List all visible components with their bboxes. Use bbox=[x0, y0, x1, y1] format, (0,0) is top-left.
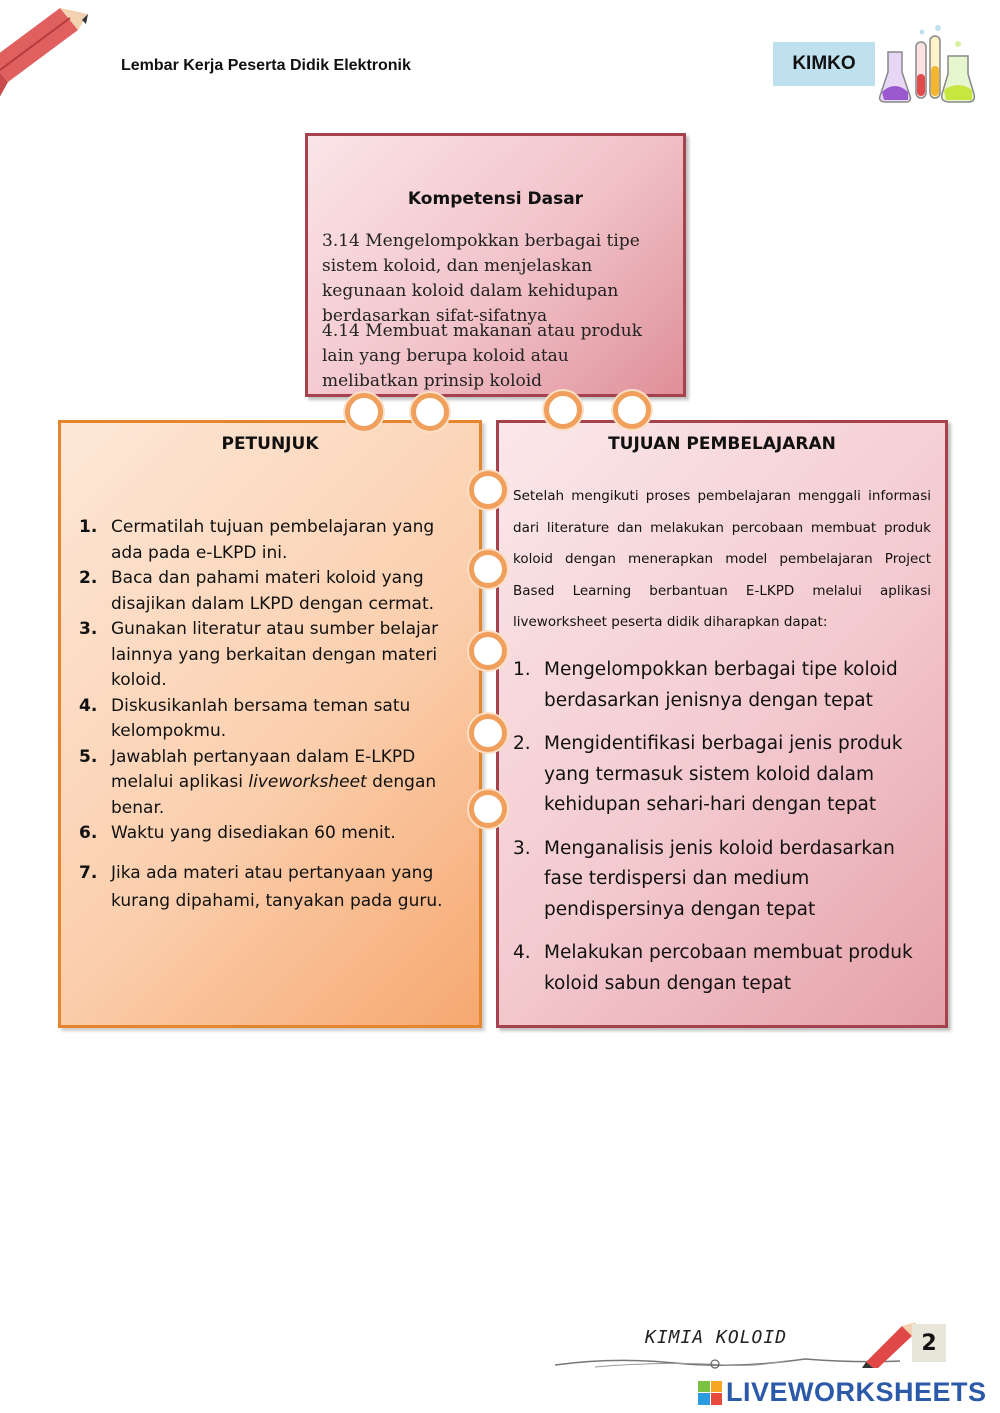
ring-connector-icon bbox=[345, 393, 383, 431]
petunjuk-list bbox=[79, 515, 469, 915]
page-number: 2 bbox=[912, 1324, 946, 1362]
decorative-swash bbox=[555, 1345, 905, 1375]
pencil-icon bbox=[0, 0, 100, 110]
kompetensi-item-2: 4.14 Membuat makanan atau produk lain yang berupa koloid atau melibatkan prinsip koloid bbox=[322, 321, 643, 391]
kompetensi-dasar-box bbox=[305, 133, 686, 397]
petunjuk-box bbox=[58, 420, 482, 1028]
document-title: Lembar Kerja Peserta Didik Elektronik bbox=[121, 57, 411, 74]
list-item: 1. Mengelompokkan berbagai tipe koloid berdasarkan jenisnya dengan tepat bbox=[513, 659, 898, 711]
tujuan-intro: Setelah mengikuti proses pembelajaran menggali informasi dari literature dan melakukan percobaan membuat produk koloid dengan menerapkan model pembelajaran Project Based Learning berbantuan E-LKPD melalui aplikasi liveworksheet peserta didik diharapkan dapat: bbox=[513, 488, 931, 630]
ring-connector-icon bbox=[613, 391, 651, 429]
list-item: 2. Baca dan pahami materi koloid yang disajikan dalam LKPD dengan cermat. bbox=[79, 568, 435, 614]
ring-connector-icon bbox=[469, 632, 507, 670]
liveworksheets-logo-icon bbox=[698, 1381, 722, 1405]
tujuan-pembelajaran-box bbox=[496, 420, 948, 1028]
kompetensi-item-1: 3.14 Mengelompokkan berbagai tipe sistem koloid, dan menjelaskan kegunaan koloid dalam kehidupan berdasarkan sifat-sifatnya bbox=[322, 231, 640, 326]
list-item: 7. Jika ada materi atau pertanyaan yang kurang dipahami, tanyakan pada guru. bbox=[79, 862, 443, 911]
ring-connector-icon bbox=[469, 550, 507, 588]
petunjuk-title: PETUNJUK bbox=[221, 434, 319, 454]
tujuan-list bbox=[513, 655, 935, 1012]
ring-connector-icon bbox=[411, 393, 449, 431]
list-item: 6. Waktu yang disediakan 60 menit. bbox=[79, 823, 396, 843]
tujuan-title: TUJUAN PEMBELAJARAN bbox=[608, 434, 836, 454]
list-item: 2. Mengidentifikasi berbagai jenis produk yang termasuk sistem koloid dalam kehidupan sehari-hari dengan tepat bbox=[513, 733, 903, 815]
liveworksheets-brand: LIVEWORKSHEETS bbox=[726, 1377, 987, 1407]
ring-connector-icon bbox=[469, 790, 507, 828]
footer-title: KIMIA KOLOID bbox=[645, 1327, 788, 1348]
ring-connector-icon bbox=[469, 471, 507, 509]
kimko-badge: KIMKO bbox=[773, 42, 875, 86]
liveworksheets-logo bbox=[698, 1377, 987, 1408]
pencil-icon bbox=[862, 1320, 918, 1368]
ring-connector-icon bbox=[469, 714, 507, 752]
list-item: 4. Diskusikanlah bersama teman satu kelompokmu. bbox=[79, 695, 411, 741]
list-item: 1. Cermatilah tujuan pembelajaran yang ada pada e-LKPD ini. bbox=[79, 517, 435, 563]
list-item: 4. Melakukan percobaan membuat produk koloid sabun dengan tepat bbox=[513, 942, 913, 994]
list-item: 5. Jawablah pertanyaan dalam E-LKPD melalui aplikasi liveworksheet dengan benar. bbox=[79, 746, 437, 818]
kompetensi-dasar-title: Kompetensi Dasar bbox=[407, 189, 584, 209]
ring-connector-icon bbox=[544, 391, 582, 429]
flasks-icon bbox=[878, 22, 978, 104]
list-item: 3. Menganalisis jenis koloid berdasarkan fase terdispersi dan medium pendispersinya dengan tepat bbox=[513, 837, 895, 920]
list-item: 3. Gunakan literatur atau sumber belajar lainnya yang berkaitan dengan materi koloid. bbox=[79, 619, 439, 690]
